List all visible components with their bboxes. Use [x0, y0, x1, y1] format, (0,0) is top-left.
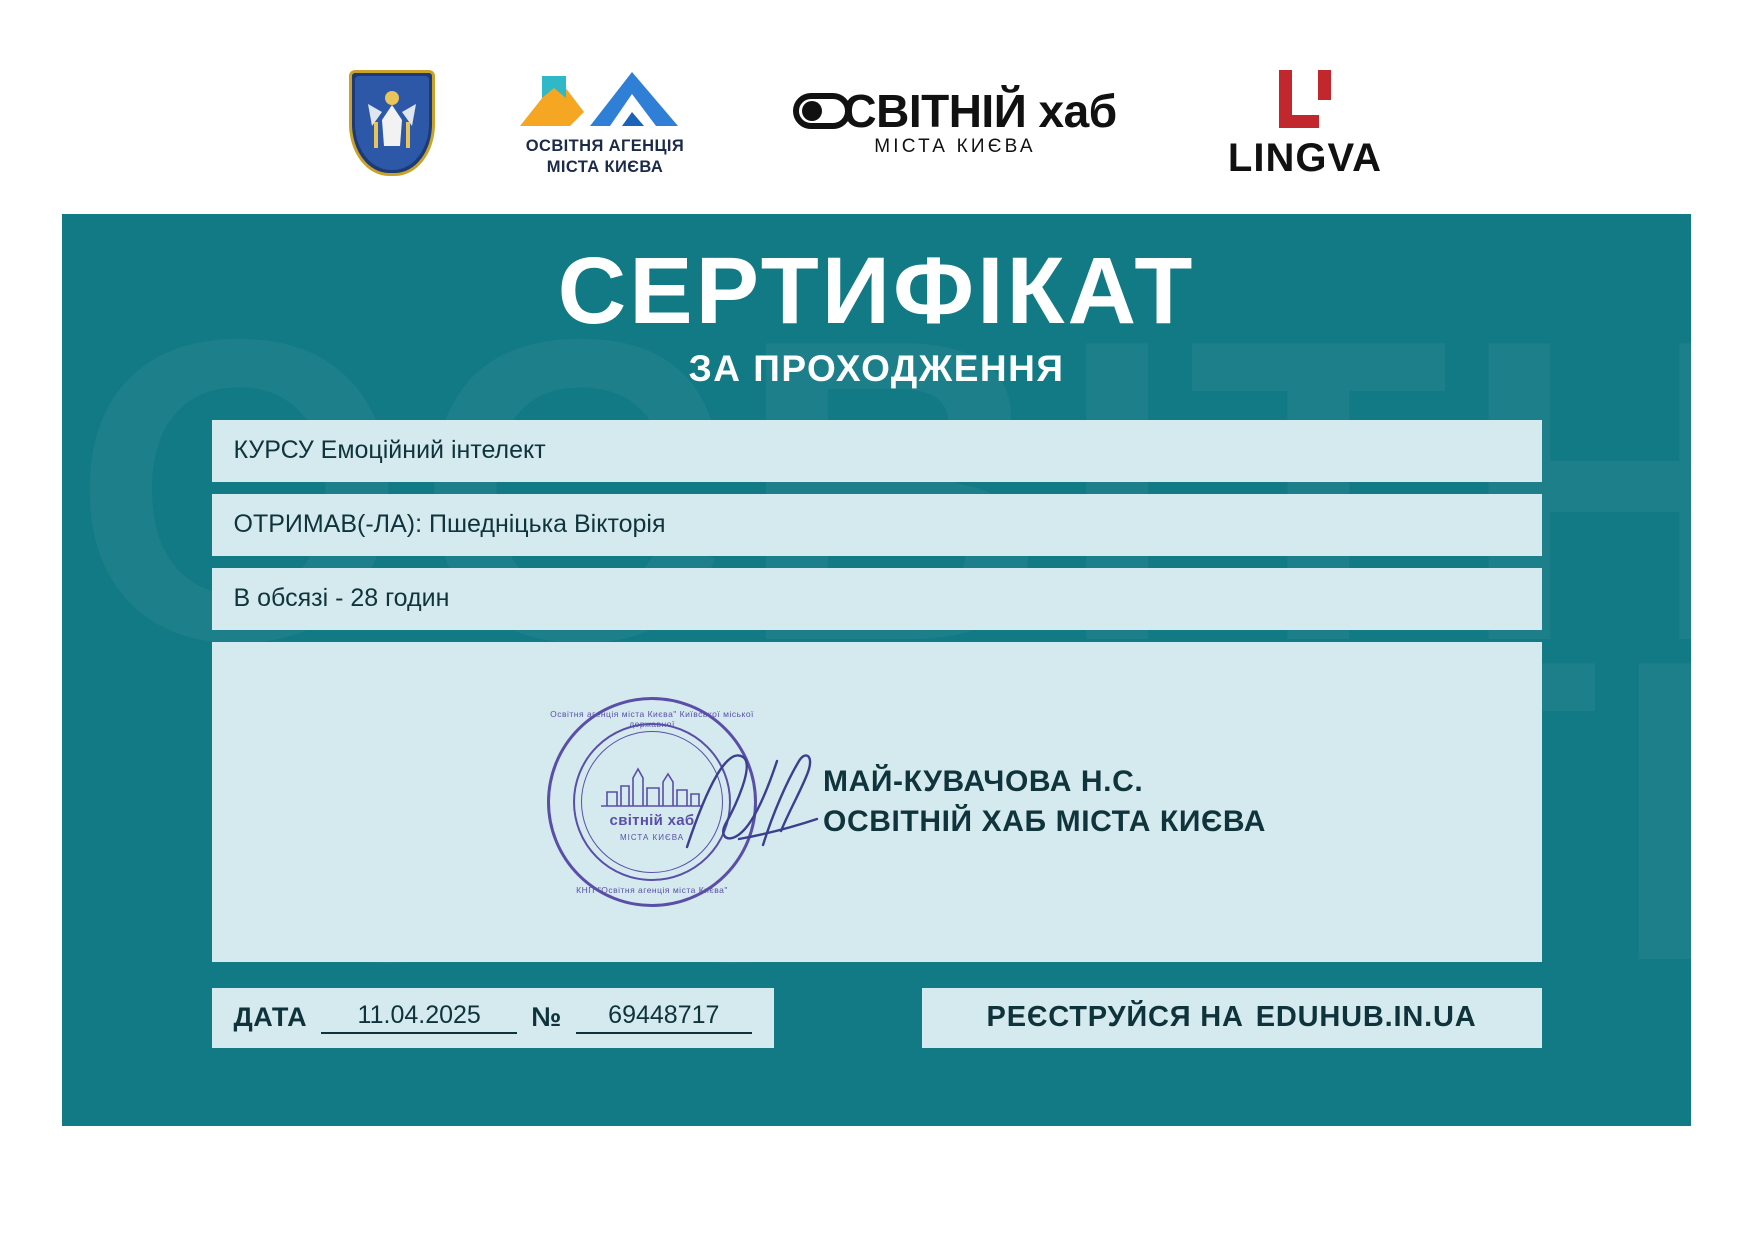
- field-hours-text: В обсязі - 28 годин: [233, 584, 450, 613]
- edu-hub-logo: [775, 85, 1135, 158]
- certificate-footer: [212, 988, 1542, 1048]
- stamp-text-bottom: КНП "Освітня агенція міста Києва": [576, 884, 728, 895]
- stamp-sub: МІСТА КИЄВА: [619, 832, 685, 842]
- stamp-center: [585, 735, 719, 869]
- number-label: №: [531, 1002, 562, 1033]
- agency-mark-icon: [518, 68, 693, 130]
- registration-site-link[interactable]: EDUHUB.IN.UA: [1255, 1001, 1477, 1034]
- signature-panel: [212, 642, 1542, 962]
- certificate-card: [62, 214, 1691, 1126]
- date-value: 11.04.2025: [321, 1001, 517, 1034]
- agency-logo-line2: МІСТА КИЄВА: [546, 158, 664, 176]
- official-stamp: [547, 697, 757, 907]
- field-hours: [212, 568, 1542, 630]
- lingva-mark-icon: [1277, 68, 1333, 130]
- registration-cta-label: РЕЄСТРУЙСЯ НА: [986, 1001, 1244, 1034]
- edu-hub-logo-sub: МІСТА КИЄВА: [874, 136, 1036, 157]
- field-recipient: [212, 494, 1542, 556]
- stamp-text-top: Освітня агенція міста Києва" Київської міської державної: [550, 708, 754, 729]
- edu-hub-logo-word: СВІТНІЙ хаб: [843, 85, 1117, 137]
- certificate-title: СЕРТИФІКАТ: [557, 238, 1196, 344]
- kyiv-coat-of-arms-icon: [349, 70, 435, 176]
- number-value: 69448717: [576, 1001, 752, 1034]
- kyiv-skyline-icon: [597, 762, 707, 808]
- education-agency-logo: [505, 68, 705, 177]
- signatory-organisation: ОСВІТНІЙ ХАБ МІСТА КИЄВА: [823, 804, 1266, 838]
- registration-cta[interactable]: [922, 988, 1542, 1048]
- lingva-logo: [1205, 68, 1405, 178]
- stamp-word: світній хаб: [609, 811, 695, 829]
- signatory-block: [823, 765, 1266, 839]
- certificate-fields: [212, 420, 1542, 630]
- lingva-logo-word: LINGVA: [1227, 136, 1383, 180]
- footer-date-number: [212, 988, 774, 1048]
- certificate-subtitle: ЗА ПРОХОДЖЕННЯ: [688, 347, 1065, 389]
- date-label: ДАТА: [233, 1002, 308, 1033]
- field-recipient-text: ОТРИМАВ(-ЛА): Пшедніцька Вікторія: [233, 510, 666, 539]
- signatory-name: МАЙ-КУВАЧОВА Н.С.: [823, 764, 1144, 798]
- agency-logo-line1: ОСВІТНЯ АГЕНЦІЯ: [525, 137, 685, 156]
- field-course: [212, 420, 1542, 482]
- logo-strip: [0, 58, 1754, 188]
- field-course-text: КУРСУ Емоційний інтелект: [233, 436, 546, 465]
- archangel-figure-icon: [364, 86, 420, 164]
